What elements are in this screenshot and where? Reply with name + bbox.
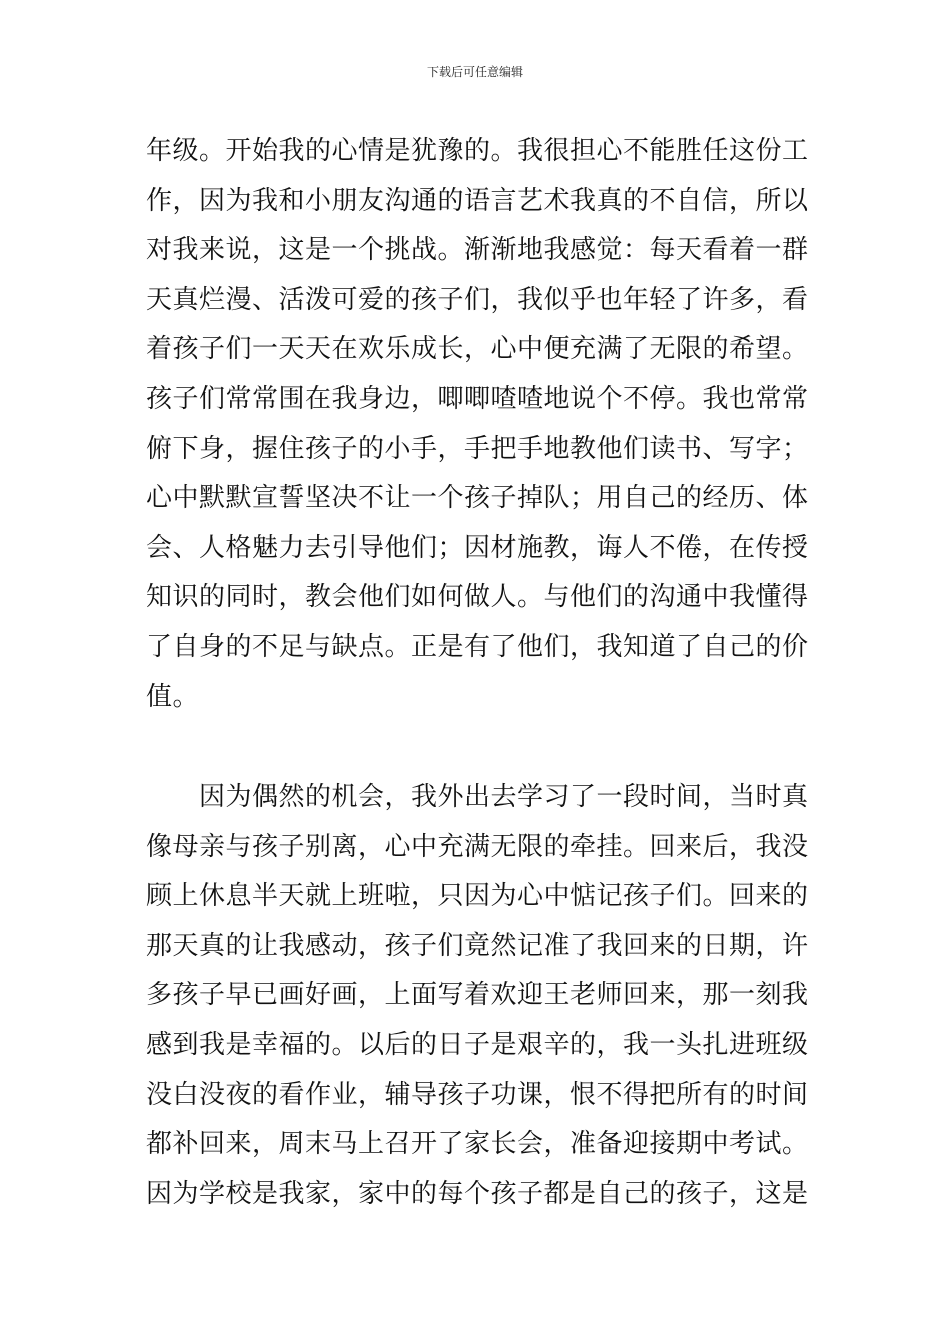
- text-line: 没白没夜的看作业，辅导孩子功课，恨不得把所有的时间: [146, 1079, 809, 1110]
- text-line: 会、人格魅力去引导他们；因材施教，诲人不倦，在传授: [146, 532, 809, 563]
- text-line: 值。: [146, 681, 200, 712]
- text-line: 因为学校是我家，家中的每个孩子都是自己的孩子，这是: [146, 1178, 809, 1209]
- text-line: 像母亲与孩子别离，心中充满无限的牵挂。回来后，我没: [146, 831, 809, 862]
- text-line: 顾上休息半天就上班啦，只因为心中惦记孩子们。回来的: [146, 881, 809, 912]
- text-line: 多孩子早已画好画，上面写着欢迎王老师回来，那一刻我: [146, 980, 809, 1011]
- text-line: 了自身的不足与缺点。正是有了他们，我知道了自己的价: [146, 631, 809, 662]
- text-line: 孩子们常常围在我身边，唧唧喳喳地说个不停。我也常常: [146, 383, 809, 414]
- text-line: 心中默默宣誓坚决不让一个孩子掉队；用自己的经历、体: [146, 483, 809, 514]
- page-header: 下载后可任意编辑: [426, 65, 523, 79]
- paragraph-2: [146, 773, 810, 1219]
- text-line: 作，因为我和小朋友沟通的语言艺术我真的不自信，所以: [146, 185, 809, 216]
- text-line: 着孩子们一天天在欢乐成长，心中便充满了无限的希望。: [146, 334, 809, 365]
- text-line: 对我来说，这是一个挑战。渐渐地我感觉：每天看着一群: [146, 235, 809, 266]
- text-line: 知识的同时，教会他们如何做人。与他们的沟通中我懂得: [146, 582, 809, 613]
- text-line: 年级。开始我的心情是犹豫的。我很担心不能胜任这份工: [146, 136, 809, 166]
- paragraph-1: [146, 127, 810, 722]
- text-line: 都补回来，周末马上召开了家长会，准备迎接期中考试。: [146, 1129, 809, 1160]
- text-line: 俯下身，握住孩子的小手，手把手地教他们读书、写字；: [146, 433, 809, 464]
- text-line: 那天真的让我感动，孩子们竟然记准了我回来的日期，许: [146, 930, 809, 961]
- text-line: 因为偶然的机会，我外出去学习了一段时间，当时真: [146, 782, 809, 812]
- text-line: 感到我是幸福的。以后的日子是艰辛的，我一头扎进班级: [146, 1029, 809, 1060]
- text-line: 天真烂漫、活泼可爱的孩子们，我似乎也年轻了许多，看: [146, 284, 809, 315]
